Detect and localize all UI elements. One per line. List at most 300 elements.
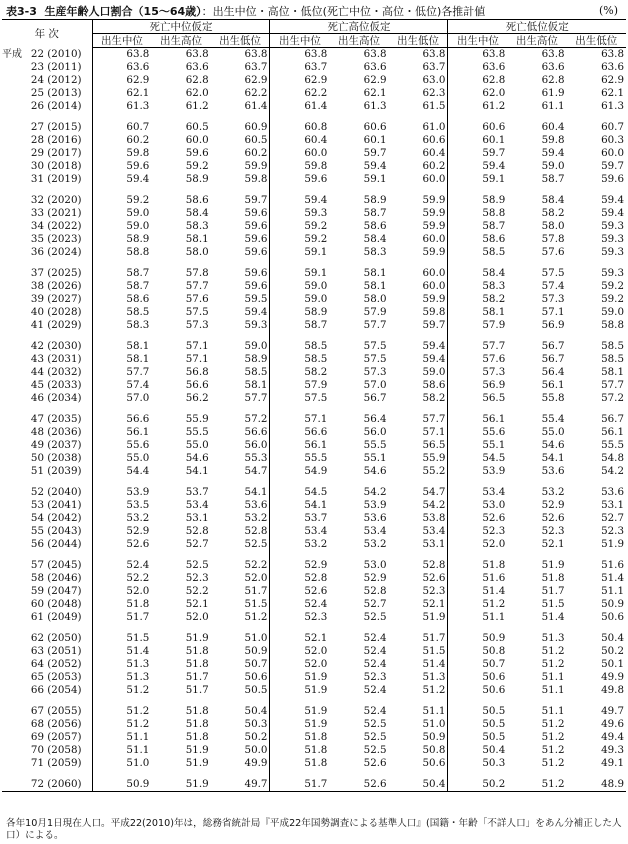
western-year: 2037: [51, 439, 78, 451]
value-cell: 51.1: [92, 731, 151, 744]
year-cell: 59 (2047): [2, 585, 92, 598]
heisei-year: 39: [30, 293, 44, 305]
value-cell: 52.4: [363, 684, 387, 696]
value-cell: 51.1: [92, 744, 151, 757]
value-cell: 51.9: [601, 538, 624, 550]
group-header-mortality-high: 死亡高位仮定: [270, 20, 448, 34]
value-cell: 62.0: [448, 87, 507, 100]
value-cell: 52.4: [363, 632, 387, 644]
value-cell: 53.1: [185, 512, 209, 524]
value-cell: 53.4: [422, 525, 446, 537]
table-row: [2, 499, 626, 512]
heisei-year: 53: [30, 499, 44, 511]
value-cell: 53.4: [363, 525, 387, 537]
value-cell: 53.0: [448, 499, 507, 512]
row-spacer: [2, 186, 626, 194]
western-year: 2027: [51, 293, 78, 305]
value-cell: 60.5: [244, 134, 268, 146]
sub-header: 出生中位: [448, 34, 507, 48]
value-cell: 59.2: [92, 194, 151, 207]
heisei-year: 66: [30, 684, 44, 696]
year-cell: 61 (2049): [2, 611, 92, 624]
heisei-year: 52: [30, 486, 44, 498]
heisei-year: 69: [30, 731, 44, 743]
value-cell: 51.2: [541, 731, 565, 743]
value-cell: 51.9: [270, 671, 329, 684]
table-row: [2, 658, 626, 671]
value-cell: 51.0: [92, 757, 151, 770]
year-cell: 55 (2043): [2, 525, 92, 538]
value-cell: 53.9: [448, 465, 507, 478]
value-cell: 54.7: [244, 465, 268, 477]
western-year: 2035: [51, 413, 78, 425]
value-cell: 51.3: [422, 671, 446, 683]
row-spacer: [2, 332, 626, 340]
value-cell: 52.7: [185, 538, 209, 550]
value-cell: 53.4: [185, 499, 209, 511]
table-row: [2, 319, 626, 332]
value-cell: 58.6: [185, 194, 209, 206]
table-number: 表3-3: [6, 5, 37, 18]
value-cell: 58.4: [448, 267, 507, 280]
western-year: 2053: [51, 671, 78, 683]
value-cell: 62.9: [270, 74, 329, 87]
value-cell: 59.1: [270, 246, 329, 259]
value-cell: 60.2: [244, 147, 268, 159]
value-cell: 63.7: [270, 61, 329, 74]
value-cell: 51.8: [185, 705, 209, 717]
value-cell: 57.4: [541, 280, 565, 292]
table-row: [2, 684, 626, 697]
value-cell: 53.4: [448, 486, 507, 499]
value-cell: 63.8: [422, 48, 446, 60]
value-cell: 57.1: [185, 340, 209, 352]
value-cell: 59.8: [92, 147, 151, 160]
value-cell: 58.7: [363, 207, 387, 219]
value-cell: 56.0: [363, 426, 387, 438]
row-spacer: [2, 697, 626, 705]
value-cell: 51.2: [422, 684, 446, 696]
value-cell: 58.1: [363, 267, 387, 279]
value-cell: 59.6: [270, 173, 329, 186]
value-cell: 56.0: [244, 439, 268, 451]
value-cell: 52.6: [270, 585, 329, 598]
value-cell: 51.8: [270, 757, 329, 770]
value-cell: 59.4: [92, 173, 151, 186]
value-cell: 63.8: [92, 48, 151, 62]
value-cell: 54.1: [541, 452, 565, 464]
value-cell: 52.4: [363, 705, 387, 717]
value-cell: 58.5: [270, 340, 329, 353]
value-cell: 60.1: [448, 134, 507, 147]
value-cell: 58.4: [363, 233, 387, 245]
value-cell: 59.8: [541, 134, 565, 146]
value-cell: 59.6: [244, 207, 268, 219]
value-cell: 55.6: [448, 426, 507, 439]
value-cell: 51.1: [541, 684, 565, 696]
value-cell: 53.6: [244, 499, 268, 511]
value-cell: 54.2: [363, 486, 387, 498]
value-cell: 60.3: [601, 134, 624, 146]
value-cell: 49.9: [601, 671, 624, 683]
value-cell: 63.7: [244, 61, 268, 73]
value-cell: 51.4: [448, 585, 507, 598]
western-year: 2043: [51, 525, 78, 537]
value-cell: 59.4: [244, 306, 268, 318]
value-cell: 53.4: [270, 525, 329, 538]
value-cell: 52.4: [363, 645, 387, 657]
value-cell: 60.2: [92, 134, 151, 147]
value-cell: 60.8: [270, 121, 329, 134]
value-cell: 59.2: [270, 220, 329, 233]
western-year: 2057: [51, 731, 78, 743]
group-header-mortality-medium: 死亡中位仮定: [92, 20, 270, 34]
value-cell: 51.9: [270, 705, 329, 718]
value-cell: 60.4: [270, 134, 329, 147]
heisei-year: 49: [30, 439, 44, 451]
year-cell: 57 (2045): [2, 559, 92, 572]
value-cell: 55.2: [422, 465, 446, 477]
value-cell: 51.2: [92, 705, 151, 718]
year-cell: 58 (2046): [2, 572, 92, 585]
value-cell: 52.5: [244, 538, 268, 550]
value-cell: 58.1: [92, 340, 151, 353]
value-cell: 63.8: [601, 48, 624, 60]
value-cell: 55.5: [601, 439, 624, 451]
value-cell: 57.1: [270, 413, 329, 426]
value-cell: 59.6: [244, 220, 268, 232]
value-cell: 57.7: [244, 392, 268, 404]
value-cell: 62.1: [601, 87, 624, 99]
value-cell: 56.9: [541, 319, 565, 331]
heisei-year: 71: [30, 757, 44, 769]
value-cell: 58.9: [448, 194, 507, 207]
value-cell: 51.9: [185, 744, 209, 756]
value-cell: 51.0: [422, 718, 446, 730]
heisei-year: 34: [30, 220, 44, 232]
value-cell: 59.7: [448, 147, 507, 160]
table-row: [2, 173, 626, 186]
value-cell: 59.6: [601, 173, 624, 185]
value-cell: 62.1: [92, 87, 151, 100]
table-row: [2, 61, 626, 74]
western-year: 2039: [51, 465, 78, 477]
value-cell: 57.1: [541, 306, 565, 318]
value-cell: 53.7: [185, 486, 209, 498]
table-row: [2, 645, 626, 658]
value-cell: 61.0: [422, 121, 446, 133]
table-title-main: 生産年齢人口割合（15～64歳）: [44, 5, 202, 18]
value-cell: 58.1: [92, 353, 151, 366]
value-cell: 51.8: [185, 731, 209, 743]
value-cell: 63.8: [363, 48, 387, 60]
sub-header: 出生低位: [389, 34, 448, 48]
heisei-year: 65: [30, 671, 44, 683]
table-row: [2, 525, 626, 538]
value-cell: 58.0: [185, 246, 209, 258]
value-cell: 51.7: [422, 632, 446, 644]
year-cell: 54 (2042): [2, 512, 92, 525]
value-cell: 59.0: [244, 340, 268, 352]
value-cell: 54.2: [422, 499, 446, 511]
value-cell: 59.0: [92, 207, 151, 220]
value-cell: 57.7: [185, 280, 209, 292]
value-cell: 52.1: [422, 598, 446, 610]
value-cell: 52.3: [185, 572, 209, 584]
value-cell: 58.7: [541, 173, 565, 185]
value-cell: 52.6: [422, 572, 446, 584]
value-cell: 58.3: [185, 220, 209, 232]
value-cell: 61.4: [270, 100, 329, 113]
value-cell: 59.2: [601, 280, 624, 292]
value-cell: 59.0: [422, 366, 446, 378]
sub-header: 出生高位: [507, 34, 566, 48]
value-cell: 51.7: [541, 585, 565, 597]
value-cell: 59.0: [541, 160, 565, 172]
value-cell: 54.1: [185, 465, 209, 477]
value-cell: 62.8: [448, 74, 507, 87]
year-cell: 36 (2024): [2, 246, 92, 259]
value-cell: 53.7: [270, 512, 329, 525]
value-cell: 59.6: [244, 246, 268, 258]
value-cell: 50.9: [448, 632, 507, 645]
sub-header: 出生低位: [567, 34, 626, 48]
value-cell: 58.1: [448, 306, 507, 319]
year-cell: 63 (2051): [2, 645, 92, 658]
value-cell: 59.9: [422, 220, 446, 232]
value-cell: 58.6: [422, 379, 446, 391]
value-cell: 51.1: [601, 585, 624, 597]
value-cell: 57.7: [601, 379, 624, 391]
heisei-year: 58: [30, 572, 44, 584]
table-row: [2, 100, 626, 113]
value-cell: 62.0: [185, 87, 209, 99]
value-cell: 55.5: [363, 439, 387, 451]
value-cell: 59.6: [185, 147, 209, 159]
heisei-year: 48: [30, 426, 44, 438]
value-cell: 56.6: [92, 413, 151, 426]
table-row: [2, 233, 626, 246]
value-cell: 55.5: [270, 452, 329, 465]
value-cell: 57.3: [363, 366, 387, 378]
value-cell: 54.6: [185, 452, 209, 464]
heisei-year: 22: [30, 47, 44, 60]
table-row: [2, 353, 626, 366]
value-cell: 51.7: [185, 671, 209, 683]
value-cell: 63.0: [422, 74, 446, 86]
value-cell: 52.5: [363, 744, 387, 756]
value-cell: 57.7: [363, 319, 387, 331]
value-cell: 51.7: [244, 585, 268, 597]
value-cell: 60.7: [92, 121, 151, 134]
value-cell: 56.7: [601, 413, 624, 425]
value-cell: 49.4: [601, 731, 624, 743]
value-cell: 51.1: [448, 611, 507, 624]
sub-header: 出生高位: [151, 34, 210, 48]
value-cell: 56.7: [541, 353, 565, 365]
western-year: 2015: [51, 121, 78, 133]
heisei-year: 44: [30, 366, 44, 378]
value-cell: 58.6: [92, 293, 151, 306]
value-cell: 52.8: [244, 525, 268, 537]
table-row: [2, 757, 626, 770]
year-cell: 72 (2060): [2, 778, 92, 792]
heisei-year: 63: [30, 645, 44, 657]
value-cell: 59.3: [601, 267, 624, 279]
western-year: 2050: [51, 632, 78, 644]
value-cell: 53.1: [422, 538, 446, 550]
value-cell: 58.9: [270, 306, 329, 319]
value-cell: 56.6: [270, 426, 329, 439]
value-cell: 51.9: [270, 718, 329, 731]
value-cell: 51.8: [185, 718, 209, 730]
value-cell: 52.8: [422, 559, 446, 571]
table-row: [2, 705, 626, 718]
value-cell: 53.9: [92, 486, 151, 499]
value-cell: 51.5: [92, 632, 151, 645]
value-cell: 52.3: [448, 525, 507, 538]
heisei-year: 60: [30, 598, 44, 610]
value-cell: 57.9: [270, 379, 329, 392]
value-cell: 53.2: [270, 538, 329, 551]
table-row: [2, 559, 626, 572]
value-cell: 52.8: [185, 525, 209, 537]
row-spacer: [2, 259, 626, 267]
row-spacer: [2, 405, 626, 413]
value-cell: 51.8: [92, 598, 151, 611]
year-cell: 60 (2048): [2, 598, 92, 611]
heisei-year: 62: [30, 632, 44, 644]
value-cell: 58.3: [92, 319, 151, 332]
value-cell: 57.0: [363, 379, 387, 391]
year-cell: 62 (2050): [2, 632, 92, 645]
value-cell: 51.2: [92, 684, 151, 697]
heisei-year: 54: [30, 512, 44, 524]
table-row: [2, 486, 626, 499]
table-row: [2, 207, 626, 220]
value-cell: 51.8: [185, 645, 209, 657]
western-year: 2016: [51, 134, 78, 146]
western-year: 2028: [51, 306, 78, 318]
value-cell: 51.7: [270, 778, 329, 792]
value-cell: 50.8: [422, 744, 446, 756]
value-cell: 49.8: [601, 684, 624, 696]
value-cell: 61.3: [601, 100, 624, 112]
value-cell: 51.6: [448, 572, 507, 585]
value-cell: 57.5: [363, 340, 387, 352]
value-cell: 48.9: [567, 778, 626, 792]
row-spacer: [2, 478, 626, 486]
table-row: [2, 465, 626, 478]
unit-label: (%): [598, 4, 618, 17]
value-cell: 50.5: [448, 718, 507, 731]
value-cell: 52.0: [270, 645, 329, 658]
western-year: 2045: [51, 559, 78, 571]
value-cell: 63.8: [448, 48, 507, 62]
value-cell: 58.2: [448, 293, 507, 306]
year-cell: 56 (2044): [2, 538, 92, 551]
value-cell: 60.4: [541, 121, 565, 133]
value-cell: 50.1: [601, 658, 624, 670]
value-cell: 56.1: [270, 439, 329, 452]
value-cell: 57.6: [185, 293, 209, 305]
value-cell: 58.2: [270, 366, 329, 379]
sub-header: 出生中位: [270, 34, 329, 48]
value-cell: 50.8: [448, 645, 507, 658]
value-cell: 58.9: [92, 233, 151, 246]
value-cell: 56.7: [541, 340, 565, 352]
value-cell: 51.4: [541, 611, 565, 623]
value-cell: 62.1: [363, 87, 387, 99]
value-cell: 60.6: [363, 121, 387, 133]
value-cell: 62.2: [270, 87, 329, 100]
year-header: 年 次: [2, 20, 92, 48]
table-row: [2, 452, 626, 465]
value-cell: 49.3: [601, 744, 624, 756]
table-row: [2, 87, 626, 100]
western-year: 2032: [51, 366, 78, 378]
western-year: 2014: [51, 100, 78, 112]
year-cell: 39 (2027): [2, 293, 92, 306]
year-cell: 50 (2038): [2, 452, 92, 465]
table-row: [2, 598, 626, 611]
value-cell: 59.6: [244, 267, 268, 279]
value-cell: 50.5: [448, 731, 507, 744]
value-cell: 59.3: [270, 207, 329, 220]
value-cell: 51.9: [541, 559, 565, 571]
western-year: 2059: [51, 757, 78, 769]
value-cell: 50.9: [601, 598, 624, 610]
value-cell: 56.1: [92, 426, 151, 439]
value-cell: 62.3: [422, 87, 446, 99]
value-cell: 51.2: [448, 598, 507, 611]
value-cell: 59.0: [270, 280, 329, 293]
value-cell: 57.5: [363, 353, 387, 365]
table-row: [2, 147, 626, 160]
value-cell: 50.6: [448, 684, 507, 697]
row-spacer: [2, 113, 626, 121]
value-cell: 59.3: [601, 246, 624, 258]
row-spacer: [2, 624, 626, 632]
value-cell: 59.7: [601, 160, 624, 172]
value-cell: 59.4: [601, 194, 624, 206]
table-row: [2, 74, 626, 87]
value-cell: 51.8: [270, 744, 329, 757]
group-header-mortality-low: 死亡低位仮定: [448, 20, 626, 34]
western-year: 2029: [51, 319, 78, 331]
year-cell: 48 (2036): [2, 426, 92, 439]
value-cell: 58.1: [185, 233, 209, 245]
table-row: [2, 632, 626, 645]
value-cell: 51.9: [185, 632, 209, 644]
western-year: 2026: [51, 280, 78, 292]
western-year: 2031: [51, 353, 78, 365]
value-cell: 58.8: [448, 207, 507, 220]
value-cell: 55.9: [185, 413, 209, 425]
value-cell: 51.5: [244, 598, 268, 610]
heisei-year: 70: [30, 744, 44, 756]
value-cell: 63.8: [244, 48, 268, 60]
year-cell: 37 (2025): [2, 267, 92, 280]
value-cell: 58.3: [363, 246, 387, 258]
heisei-year: 38: [30, 280, 44, 292]
value-cell: 55.3: [244, 452, 268, 464]
value-cell: 58.9: [185, 173, 209, 185]
value-cell: 58.1: [244, 379, 268, 391]
value-cell: 52.3: [422, 585, 446, 597]
value-cell: 52.8: [270, 572, 329, 585]
value-cell: 57.5: [185, 306, 209, 318]
